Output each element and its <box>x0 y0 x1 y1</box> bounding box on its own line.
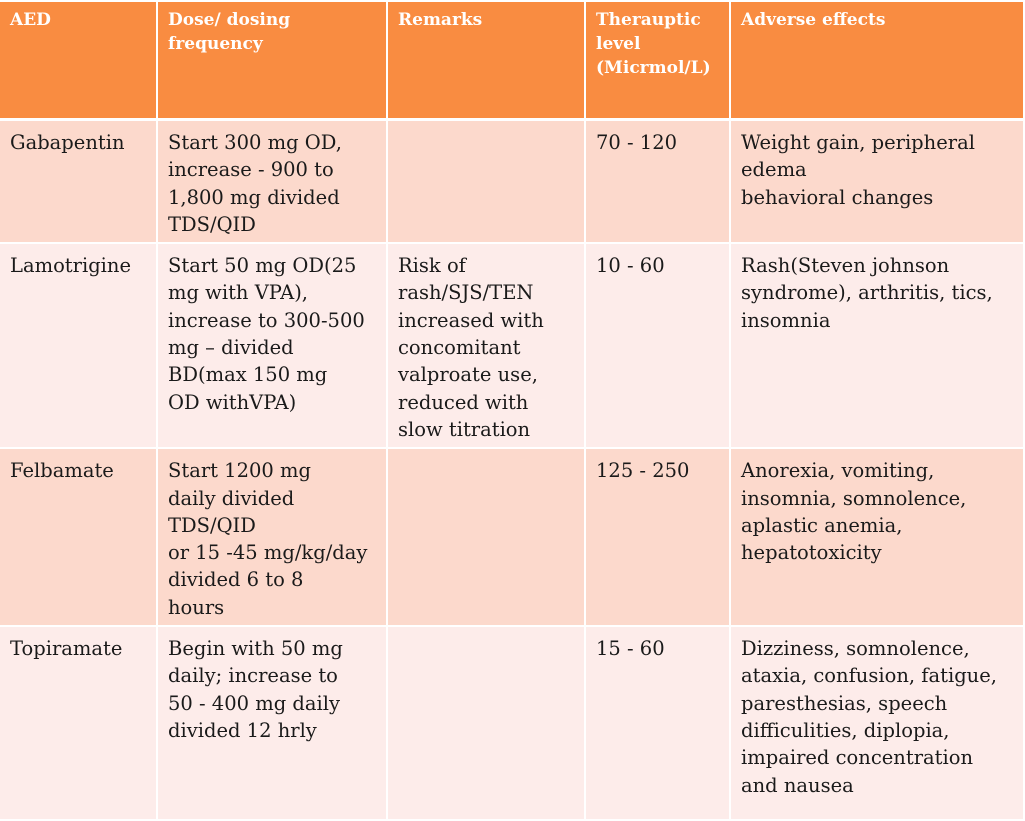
cell-level: 10 - 60 <box>585 243 730 448</box>
aed-dosing-table <box>0 2 1025 821</box>
cell-level: 15 - 60 <box>585 626 730 820</box>
cell-drug: Topiramate <box>0 626 157 820</box>
table-row <box>0 626 1024 820</box>
cell-dose: Begin with 50 mg daily; increase to 50 - 400 mg daily divided 12 hrly <box>157 626 387 820</box>
cell-adverse: Dizziness, somnolence, ataxia, confusion, fatigue, paresthesias, speech difficulities, diplopia, impaired concentration and nausea <box>730 626 1024 820</box>
table-row <box>0 120 1024 244</box>
table-row <box>0 243 1024 448</box>
header-remarks: Remarks <box>387 2 585 120</box>
cell-drug: Gabapentin <box>0 120 157 244</box>
cell-drug: Felbamate <box>0 448 157 626</box>
cell-level: 70 - 120 <box>585 120 730 244</box>
cell-remarks <box>387 448 585 626</box>
cell-dose: Start 50 mg OD(25 mg with VPA), increase to 300-500 mg – divided BD(max 150 mg OD withVPA) <box>157 243 387 448</box>
cell-remarks: Risk of rash/SJS/TEN increased with concomitant valproate use, reduced with slow titration <box>387 243 585 448</box>
cell-drug: Lamotrigine <box>0 243 157 448</box>
cell-remarks <box>387 120 585 244</box>
header-therapeutic-level: Therauptic level (Micrmol/L) <box>585 2 730 120</box>
header-adverse-effects: Adverse effects <box>730 2 1024 120</box>
cell-adverse: Rash(Steven johnson syndrome), arthritis, tics, insomnia <box>730 243 1024 448</box>
cell-dose: Start 1200 mg daily divided TDS/QID or 15 -45 mg/kg/day divided 6 to 8 hours <box>157 448 387 626</box>
cell-remarks <box>387 626 585 820</box>
table-header-row <box>0 2 1024 120</box>
header-dose: Dose/ dosing frequency <box>157 2 387 120</box>
table-row <box>0 448 1024 626</box>
cell-adverse: Weight gain, peripheral edema behavioral changes <box>730 120 1024 244</box>
cell-adverse: Anorexia, vomiting, insomnia, somnolence, aplastic anemia, hepatotoxicity <box>730 448 1024 626</box>
header-aed: AED <box>0 2 157 120</box>
cell-dose: Start 300 mg OD, increase - 900 to 1,800 mg divided TDS/QID <box>157 120 387 244</box>
cell-level: 125 - 250 <box>585 448 730 626</box>
